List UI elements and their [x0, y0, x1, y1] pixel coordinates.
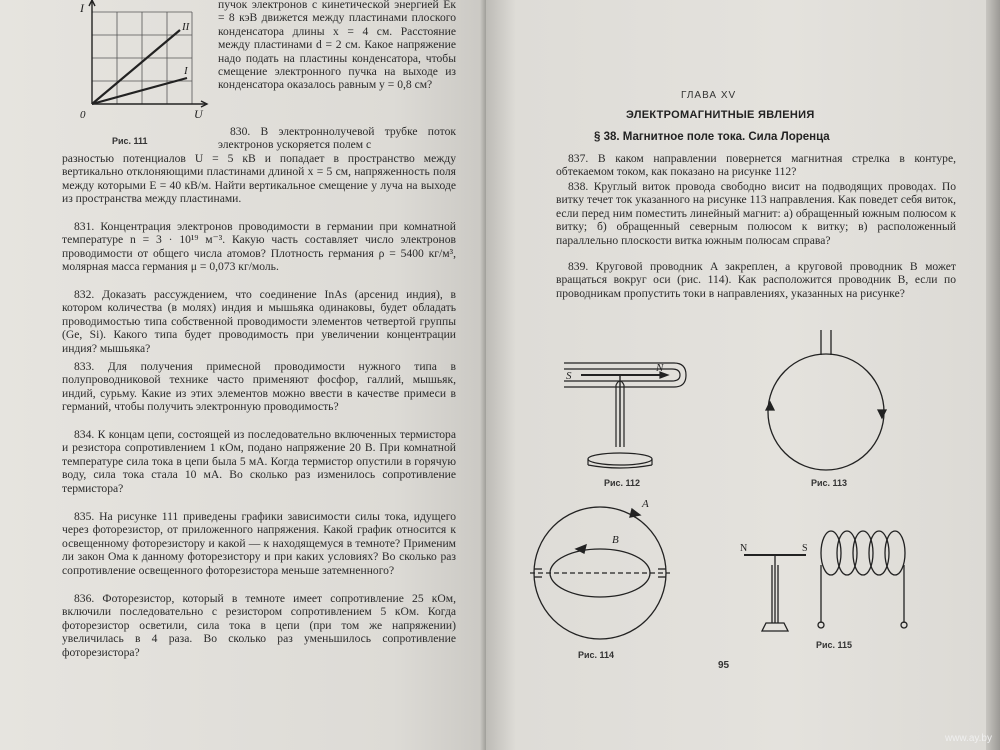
fig114-a-label: A [642, 498, 649, 510]
figure-113-drawing [761, 330, 901, 480]
figure-112-caption: Рис. 112 [604, 478, 641, 488]
figure-115-caption: Рис. 115 [816, 640, 853, 650]
axis-x-label: U [194, 107, 203, 121]
page-number: 95 [718, 660, 730, 671]
fig112-n-label: N [656, 362, 664, 374]
line-1-label: I [184, 65, 188, 77]
problem-831: 831. Концентрация электронов проводимости в германии при комнатной температуре n = 3 · 10¹⁹ м⁻³. Какую часть составляет число электронов проводимости от общего числа атомов? Плотность германия ρ = 5400 кг/м³, молярная масса германия μ = 0,073 кг/моль. [62, 220, 456, 274]
figure-111-graph [72, 0, 212, 130]
chapter-number: ГЛАВА XV [681, 90, 737, 101]
right-page [486, 0, 986, 750]
fig115-s-label: S [802, 543, 808, 554]
book-edge [986, 0, 1000, 750]
figure-112-drawing [556, 355, 696, 475]
chapter-title: ЭЛЕКТРОМАГНИТНЫЕ ЯВЛЕНИЯ [626, 109, 815, 121]
line-2-label: II [182, 21, 190, 33]
problem-830-start: 830. В электроннолучевой трубке поток электронов ускоряется полем с [218, 125, 456, 152]
figure-113-caption: Рис. 113 [811, 478, 848, 488]
left-page [0, 0, 492, 750]
fig115-n-label: N [740, 543, 748, 554]
problem-830-rest: разностью потенциалов U = 5 кВ и попадает в пространство между вертикально отклоняющими пластинами длиной x = 5 см, напряженность поля между которыми E = 40 кВ/м. Найти вертикальное смещение y луча на выходе из пространства между пластинами. [62, 152, 456, 206]
problem-832: 832. Доказать рассуждением, что соединение InAs (арсенид индия), в котором количества (в молях) индия и мышьяка одинаковы, будет обладать проводимостью типа собственной проводимости элементов четвертой группы (Ge, Si). Какого типа будет проводимость при увеличении концентрации индия? мышьяка? [62, 288, 456, 355]
problem-839: 839. Круговой проводник A закреплен, а круговой проводник B может вращаться вокруг оси (рис. 114). Как расположится проводник B, если по проводникам пропустить токи в направлениях, указанных на рисунке? [556, 260, 956, 300]
figure-111-caption: Рис. 111 [112, 136, 148, 146]
figure-114-drawing [528, 495, 678, 655]
problem-835: 835. На рисунке 111 приведены графики зависимости силы тока, идущего через фоторезистор, от приложенного напряжения. Какой график относится к освещенному фоторезистору и какой — к находящемуся в темноте? Применим ли закон Ома к данному фоторезистору и при каких условиях? Во сколько раз сопротивление освещенного фоторезистора меньше затемненного? [62, 510, 456, 577]
section-title: § 38. Магнитное поле тока. Сила Лоренца [594, 131, 830, 143]
fig114-b-label: B [612, 534, 619, 546]
problem-837: 837. В каком направлении повернется магнитная стрелка в контуре, обтекаемом током, как показано на рисунке 112? [556, 152, 956, 179]
problem-838: 838. Круглый виток провода свободно висит на подводящих проводах. По витку течет ток указанного на рисунке 113 направления. Как поведет себя виток, если перед ним поместить линейный магнит: а) обращенный южным полюсом к витку; б) обращенный северным полюсом к витку; в) расположенный параллельно плоскости витка южным полюсам справа? [556, 180, 956, 247]
problem-834: 834. К концам цепи, состоящей из последовательно включенных термистора и резистора сопротивлением 1 кОм, подано напряжение 20 В. При комнатной температуре сила тока в цепи была 5 мА. Когда термистор опустили в горячую воду, сила тока стала 10 мА. Во сколько раз изменилось сопротивление термистора? [62, 428, 456, 495]
fig112-s-label: S [566, 370, 572, 382]
figure-115-drawing [736, 525, 916, 640]
axis-y-label: I [80, 1, 84, 15]
figure-114-caption: Рис. 114 [578, 650, 615, 660]
problem-829-tail: пучок электронов с кинетической энергией Eк = 8 кэВ движется между пластинами плоского конденсатора длины x = 4 см. Расстояние между пластинами d = 2 см. Какое напряжение надо подать на пластины конденсатора, чтобы смещение электронного пучка на выходе из конденсатора оказалось равным y = 0,8 см? [218, 0, 456, 92]
origin-label: 0 [80, 109, 86, 121]
watermark: www.ay.by [944, 733, 992, 744]
problem-836: 836. Фоторезистор, который в темноте имеет сопротивление 25 кОм, включили последовательно с резистором сопротивлением 5 кОм. Когда фоторезистор осветили, сила тока в цепи (при том же напряжении) увеличилась в 4 раза. Во сколько раз уменьшилось сопротивление фоторезистора? [62, 592, 456, 659]
problem-833: 833. Для получения примесной проводимости нужного типа в полупроводниковой технике часто применяют фосфор, галлий, мышьяк, индий, сурьму. Какие из этих элементов можно ввести в качестве примеси в германий, чтобы получить электронную проводимость? [62, 360, 456, 414]
